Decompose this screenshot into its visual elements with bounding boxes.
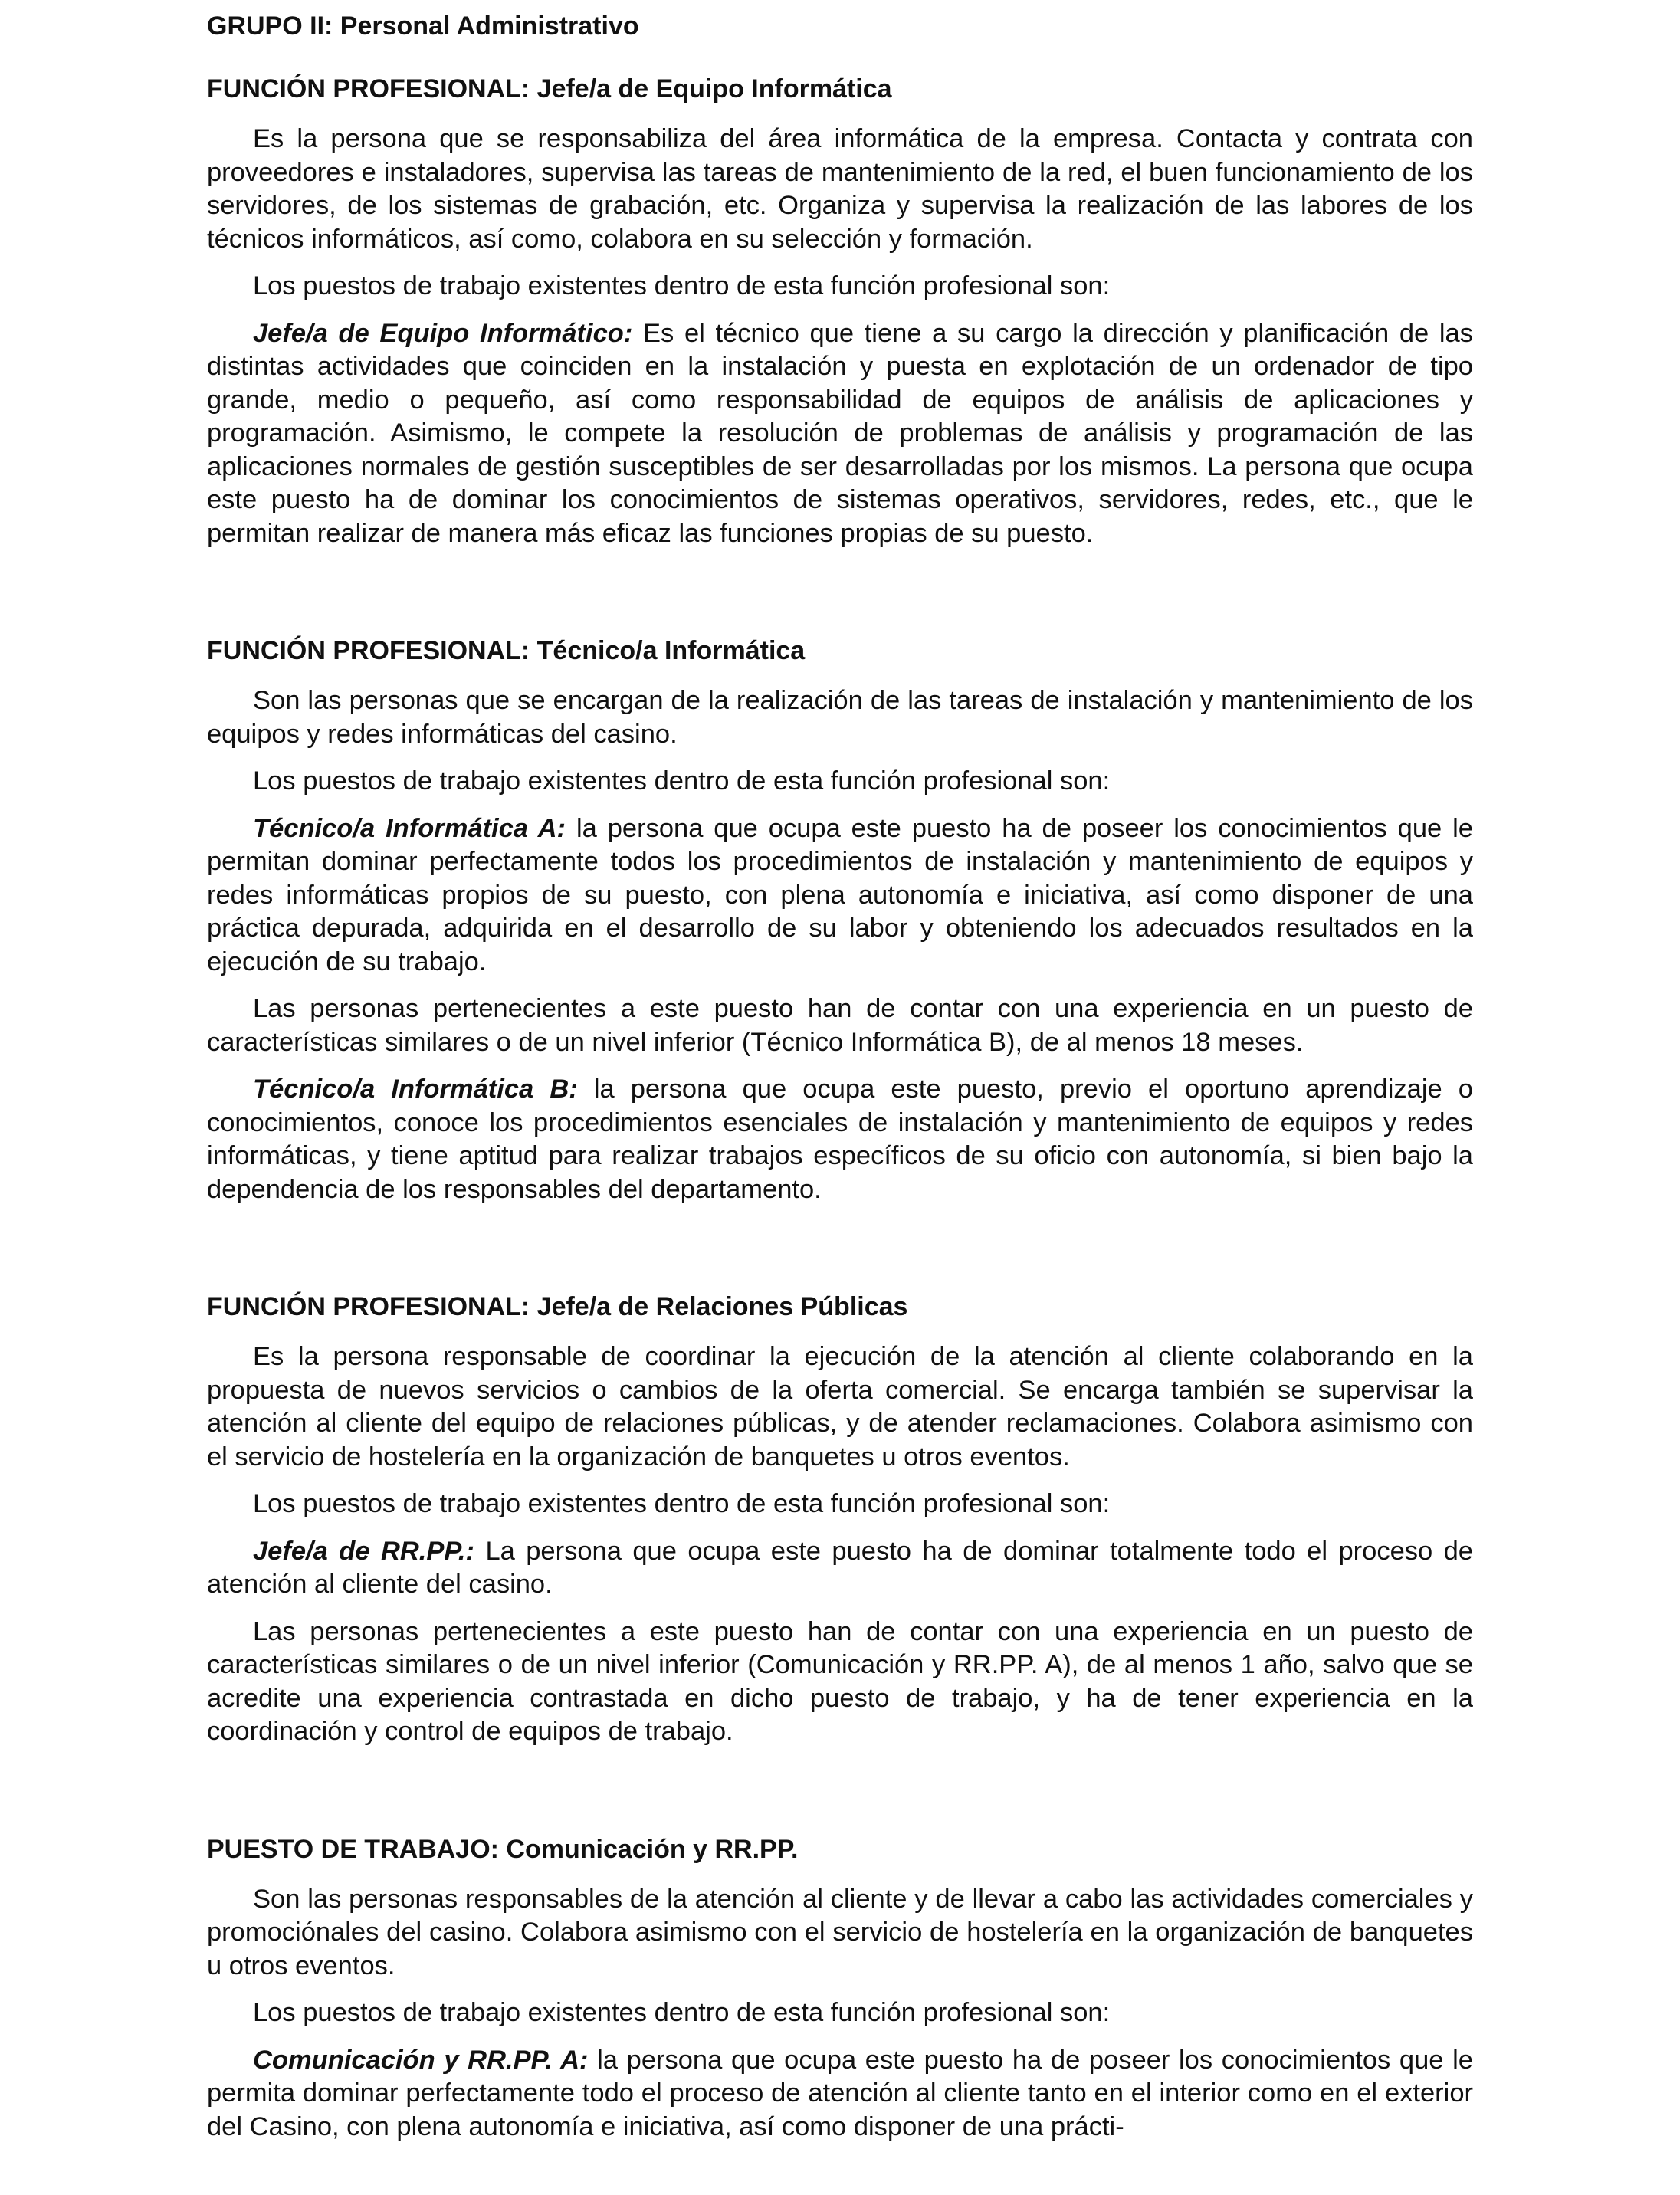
experience-note: Las personas pertenecientes a este puesto han de contar con una experiencia en un puesto de características similares o de un nivel inferior (Técnico Informática B), de al menos 18 meses. [207, 994, 1473, 1057]
position-text: Es el técnico que tiene a su cargo la dirección y planificación de las distintas actividades que coinciden en la instalación y puesta en explotación de un ordenador de tipo grande, medio o pequeño, así como responsabilidad de equipos de análisis de aplicaciones y programación. Asimismo, le compete la resolución de problemas de análisis y programación de las aplicaciones normales de gestión susceptibles de ser desarrolladas por los mismos. La persona que ocupa este puesto ha de dominar los conocimientos de sistemas operativos, servidores, redes, etc., que le permitan realizar de manera más eficaz las funciones propias de su puesto. [207, 318, 1473, 548]
section-intro: Son las personas que se encargan de la realización de las tareas de instalación y mantenimiento de los equipos y redes informáticas del casino. [207, 686, 1473, 749]
experience-note: Las personas pertenecientes a este puesto han de contar con una experiencia en un puesto de características similares o de un nivel inferior (Comunicación y RR.PP. A), de al menos 1 año, salvo que se acredite una experiencia contrastada en dicho puesto de trabajo, y ha de tener experiencia en la coordinación y control de equipos de trabajo. [207, 1616, 1473, 1746]
position-term: Jefe/a de RR.PP.: [253, 1536, 475, 1566]
section-comunicacion-rrpp [207, 1834, 1473, 2144]
position-description [207, 317, 1473, 551]
section-intro: Es la persona que se responsabiliza del área informática de la empresa. Contacta y contrata con proveedores e instaladores, supervisa las tareas de mantenimiento de la red, el buen funcionamiento de los servidores, de los sistemas de grabación, etc. Organiza y supervisa la realización de las labores de los técnicos informáticos, así como, colabora en su selección y formación. [207, 124, 1473, 254]
position-text: la persona que ocupa este puesto ha de poseer los conocimientos que le permita dominar perfectamente todo el proceso de atención al cliente tanto en el interior como en el exterior del Casino, con plena autonomía e iniciativa, así como disponer de una prácti- [207, 2045, 1473, 2141]
section-tecnico-informatica [207, 635, 1473, 1206]
position-description [207, 2044, 1473, 2144]
position-text: la persona que ocupa este puesto ha de poseer los conocimientos que le permitan dominar perfectamente todos los procedimientos de instalación y mantenimiento de equipos y redes informáticas propios de su puesto, con plena autonomía e iniciativa, así como disponer de una práctica depurada, adquirida en el desarrollo de su labor y obteniendo los adecuados resultados en la ejecución de su trabajo. [207, 813, 1473, 976]
section-heading: FUNCIÓN PROFESIONAL: Técnico/a Informática [207, 636, 806, 665]
document-page [207, 11, 1473, 2144]
position-description [207, 1535, 1473, 1602]
positions-lead: Los puestos de trabajo existentes dentro de esta función profesional son: [253, 271, 1111, 300]
section-jefe-equipo-informatica [207, 74, 1473, 550]
section-heading: FUNCIÓN PROFESIONAL: Jefe/a de Equipo Informática [207, 74, 892, 103]
position-term: Jefe/a de Equipo Informático: [253, 318, 633, 348]
position-text: la persona que ocupa este puesto, previo el oportuno aprendizaje o conocimientos, conoce los procedimientos esenciales de instalación y mantenimiento de equipos y redes informáticas, y tiene aptitud para realizar trabajos específicos de su oficio con autonomía, si bien bajo la dependencia de los responsables del departamento. [207, 1075, 1473, 1204]
section-heading: PUESTO DE TRABAJO: Comunicación y RR.PP. [207, 1834, 799, 1864]
section-jefe-relaciones-publicas [207, 1291, 1473, 1749]
section-heading: FUNCIÓN PROFESIONAL: Jefe/a de Relaciones Públicas [207, 1292, 908, 1321]
position-text: La persona que ocupa este puesto ha de dominar totalmente todo el proceso de atención al cliente del casino. [207, 1536, 1473, 1599]
positions-lead: Los puestos de trabajo existentes dentro de esta función profesional son: [253, 766, 1111, 796]
position-term: Comunicación y RR.PP. A: [253, 2045, 589, 2075]
position-term: Técnico/a Informática A: [253, 813, 566, 843]
position-description [207, 812, 1473, 979]
positions-lead: Los puestos de trabajo existentes dentro de esta función profesional son: [253, 1998, 1111, 2027]
section-intro: Es la persona responsable de coordinar la ejecución de la atención al cliente colaborando en la propuesta de nuevos servicios o cambios de la oferta comercial. Se encarga también se supervisar la atención al cliente del equipo de relaciones públicas, y de atender reclamaciones. Colabora asimismo con el servicio de hostelería en la organización de banquetes u otros eventos. [207, 1342, 1473, 1472]
positions-lead: Los puestos de trabajo existentes dentro de esta función profesional son: [253, 1489, 1111, 1518]
position-term: Técnico/a Informática B: [253, 1075, 578, 1104]
position-description [207, 1073, 1473, 1206]
section-intro: Son las personas responsables de la atención al cliente y de llevar a cabo las actividades comerciales y promociónales del casino. Colabora asimismo con el servicio de hostelería en la organización de banquetes u otros eventos. [207, 1884, 1473, 1980]
group-title: GRUPO II: Personal Administrativo [207, 11, 639, 41]
